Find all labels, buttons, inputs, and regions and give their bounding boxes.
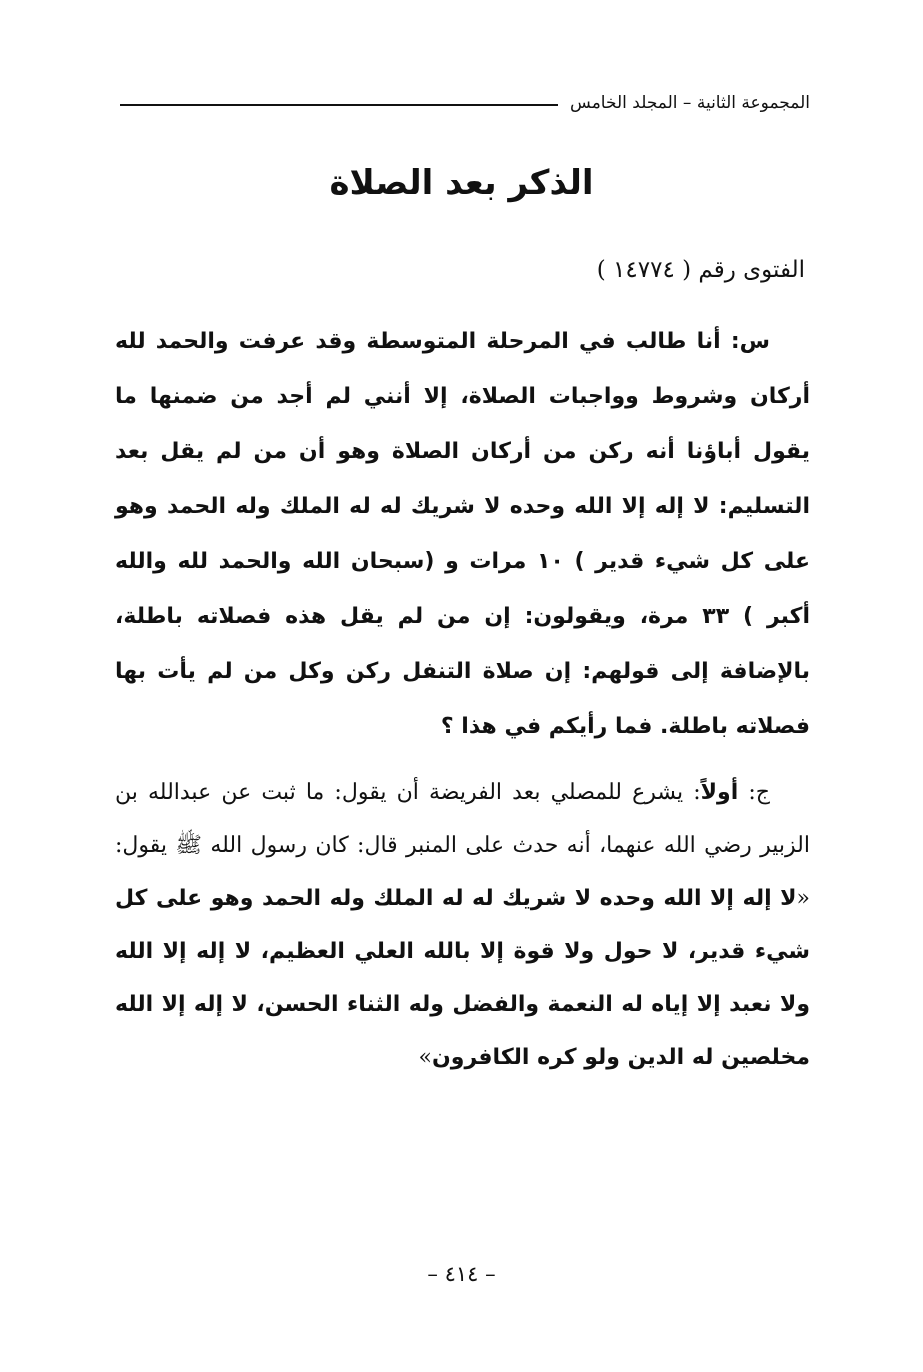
answer-prefix: ج:	[738, 780, 771, 805]
page-number: – ٤١٤ –	[427, 1262, 496, 1286]
hadith-text: لا إله إلا الله وحده لا شريك له له الملك وله الحمد وهو على كل شيء قدير، لا حول ولا قوة إلا بالله العلي العظيم، لا إله إلا الله ولا نعبد إلا إياه له النعمة والفضل وله الثناء الحسن، لا إله إلا الله مخلصين له الدين ولو كره الكافرون	[115, 886, 810, 1070]
fatwa-number: الفتوى رقم ( ١٤٧٧٤ )	[596, 257, 805, 283]
answer-first-label: أولاً	[700, 780, 739, 805]
header-rule	[120, 104, 558, 106]
question-paragraph: س: أنا طالب في المرحلة المتوسطة وقد عرفت والحمد لله أركان وشروط وواجبات الصلاة، إلا أنني لم أجد من ضمنها ما يقول أباؤنا أنه ركن من أركان الصلاة وهو أن من لم يقل بعد التسليم: لا إله إلا الله وحده لا شريك له له الملك وله الحمد وهو على كل شيء قدير ) ١٠ مرات و (سبحان الله والحمد لله والله أكبر ) ٣٣ مرة، ويقولون: إن من لم يقل هذه فصلاته باطلة، بالإضافة إلى قولهم: إن صلاة التنفل ركن وكل من لم يأت بها فصلاته باطلة. فما رأيكم في هذا ؟	[115, 329, 810, 739]
running-header-title: المجموعة الثانية – المجلد الخامس	[570, 93, 810, 113]
answer-paragraph	[115, 766, 810, 1084]
hadith-closing-quote: »	[418, 1045, 433, 1070]
page-title: الذكر بعد الصلاة	[329, 163, 594, 203]
answer-intro: : يشرع للمصلي بعد الفريضة أن يقول: ما ثبت عن عبدالله بن الزبير رضي الله عنهما، أنه حدث على المنبر قال: كان رسول الله ﷺ يقول: «	[115, 780, 810, 911]
running-header	[120, 88, 810, 118]
